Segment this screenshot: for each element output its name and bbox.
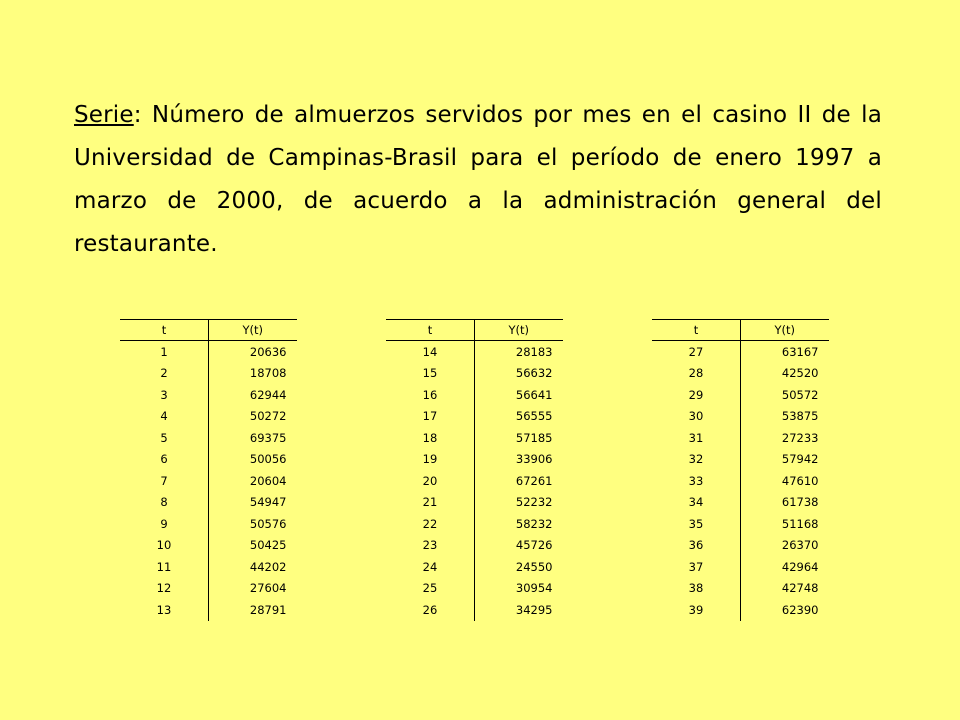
- cell-t: 7: [160, 473, 168, 488]
- table-row: [120, 578, 297, 600]
- cell-t: 28: [688, 366, 704, 381]
- table-row: [386, 599, 563, 621]
- cell-t: 39: [688, 602, 704, 617]
- cell-t: 25: [422, 581, 438, 596]
- cell-yt: 69375: [209, 427, 297, 449]
- cell-t: 3: [160, 387, 168, 402]
- cell-yt: 33906: [475, 449, 563, 471]
- cell-yt: 57185: [475, 427, 563, 449]
- cell-t: 32: [688, 452, 704, 467]
- cell-yt: 20604: [209, 470, 297, 492]
- table-row: [386, 492, 563, 514]
- cell-t: 27: [688, 344, 704, 359]
- table-header-row: [120, 320, 297, 341]
- cell-yt: 28183: [475, 341, 563, 363]
- cell-t: 35: [688, 516, 704, 531]
- cell-t: 11: [156, 559, 172, 574]
- table-row: [120, 513, 297, 535]
- cell-yt: 62944: [209, 384, 297, 406]
- table-row: [652, 578, 829, 600]
- table-header-row: [386, 320, 563, 341]
- cell-t: 1: [160, 344, 168, 359]
- cell-yt: 42748: [741, 578, 829, 600]
- cell-t: 33: [688, 473, 704, 488]
- table-row: [120, 341, 297, 363]
- table-row: [120, 449, 297, 471]
- cell-t: 17: [422, 409, 438, 424]
- cell-t: 13: [156, 602, 172, 617]
- cell-yt: 62390: [741, 599, 829, 621]
- cell-yt: 27233: [741, 427, 829, 449]
- table-row: [652, 492, 829, 514]
- header-yt: Y(t): [475, 320, 563, 341]
- table-row: [120, 427, 297, 449]
- cell-yt: 18708: [209, 363, 297, 385]
- data-table-3: [652, 319, 829, 621]
- table-row: [386, 535, 563, 557]
- cell-t: 4: [160, 409, 168, 424]
- cell-t: 6: [160, 452, 168, 467]
- table-row: [386, 578, 563, 600]
- cell-yt: 34295: [475, 599, 563, 621]
- cell-t: 34: [688, 495, 704, 510]
- cell-t: 22: [422, 516, 438, 531]
- table-row: [652, 427, 829, 449]
- cell-yt: 30954: [475, 578, 563, 600]
- header-t: t: [652, 320, 741, 341]
- cell-t: 15: [422, 366, 438, 381]
- cell-t: 36: [688, 538, 704, 553]
- table-row: [652, 384, 829, 406]
- header-t: t: [120, 320, 209, 341]
- cell-yt: 58232: [475, 513, 563, 535]
- cell-t: 14: [422, 344, 438, 359]
- header-yt: Y(t): [209, 320, 297, 341]
- table-row: [120, 363, 297, 385]
- cell-yt: 50425: [209, 535, 297, 557]
- cell-t: 29: [688, 387, 704, 402]
- table-row: [386, 449, 563, 471]
- cell-t: 10: [156, 538, 172, 553]
- cell-yt: 47610: [741, 470, 829, 492]
- table-row: [120, 492, 297, 514]
- table-header-row: [652, 320, 829, 341]
- cell-yt: 56555: [475, 406, 563, 428]
- table-row: [120, 384, 297, 406]
- cell-t: 26: [422, 602, 438, 617]
- table-row: [652, 406, 829, 428]
- cell-yt: 57942: [741, 449, 829, 471]
- cell-t: 37: [688, 559, 704, 574]
- cell-yt: 56632: [475, 363, 563, 385]
- cell-yt: 50576: [209, 513, 297, 535]
- cell-yt: 51168: [741, 513, 829, 535]
- cell-yt: 63167: [741, 341, 829, 363]
- table-row: [386, 341, 563, 363]
- table-row: [120, 535, 297, 557]
- table-row: [386, 363, 563, 385]
- cell-t: 9: [160, 516, 168, 531]
- table-row: [652, 449, 829, 471]
- cell-yt: 53875: [741, 406, 829, 428]
- cell-t: 21: [422, 495, 438, 510]
- table-row: [386, 470, 563, 492]
- series-label: Serie: [74, 102, 134, 128]
- cell-yt: 42964: [741, 556, 829, 578]
- table-row: [120, 470, 297, 492]
- table-row: [386, 427, 563, 449]
- cell-t: 23: [422, 538, 438, 553]
- cell-yt: 24550: [475, 556, 563, 578]
- table-row: [386, 406, 563, 428]
- series-description: : Número de almuerzos servidos por mes en el casino II de la Universidad de Campinas-Brasil para el período de enero 1997 a marzo de 2000, de acuerdo a la administración general del restaurante.: [74, 102, 882, 257]
- header-yt: Y(t): [741, 320, 829, 341]
- table-row: [120, 556, 297, 578]
- cell-yt: 28791: [209, 599, 297, 621]
- cell-t: 20: [422, 473, 438, 488]
- cell-yt: 50572: [741, 384, 829, 406]
- cell-t: 2: [160, 366, 168, 381]
- cell-yt: 26370: [741, 535, 829, 557]
- table-row: [652, 513, 829, 535]
- table-row: [386, 513, 563, 535]
- table-row: [652, 470, 829, 492]
- cell-yt: 61738: [741, 492, 829, 514]
- cell-t: 18: [422, 430, 438, 445]
- table-row: [652, 363, 829, 385]
- cell-yt: 45726: [475, 535, 563, 557]
- table-row: [120, 599, 297, 621]
- cell-yt: 54947: [209, 492, 297, 514]
- cell-t: 16: [422, 387, 438, 402]
- table-row: [386, 556, 563, 578]
- table-row: [120, 406, 297, 428]
- cell-yt: 20636: [209, 341, 297, 363]
- table-row: [386, 384, 563, 406]
- cell-t: 8: [160, 495, 168, 510]
- table-row: [652, 341, 829, 363]
- cell-yt: 50056: [209, 449, 297, 471]
- cell-t: 12: [156, 581, 172, 596]
- table-row: [652, 556, 829, 578]
- cell-t: 31: [688, 430, 704, 445]
- data-table-1: [120, 319, 297, 621]
- cell-yt: 42520: [741, 363, 829, 385]
- cell-yt: 52232: [475, 492, 563, 514]
- table-row: [652, 599, 829, 621]
- cell-yt: 44202: [209, 556, 297, 578]
- cell-t: 38: [688, 581, 704, 596]
- table-row: [652, 535, 829, 557]
- cell-yt: 56641: [475, 384, 563, 406]
- cell-yt: 67261: [475, 470, 563, 492]
- header-t: t: [386, 320, 475, 341]
- cell-t: 5: [160, 430, 168, 445]
- cell-yt: 27604: [209, 578, 297, 600]
- cell-t: 19: [422, 452, 438, 467]
- series-caption: [74, 94, 882, 266]
- cell-t: 24: [422, 559, 438, 574]
- cell-t: 30: [688, 409, 704, 424]
- cell-yt: 50272: [209, 406, 297, 428]
- data-table-2: [386, 319, 563, 621]
